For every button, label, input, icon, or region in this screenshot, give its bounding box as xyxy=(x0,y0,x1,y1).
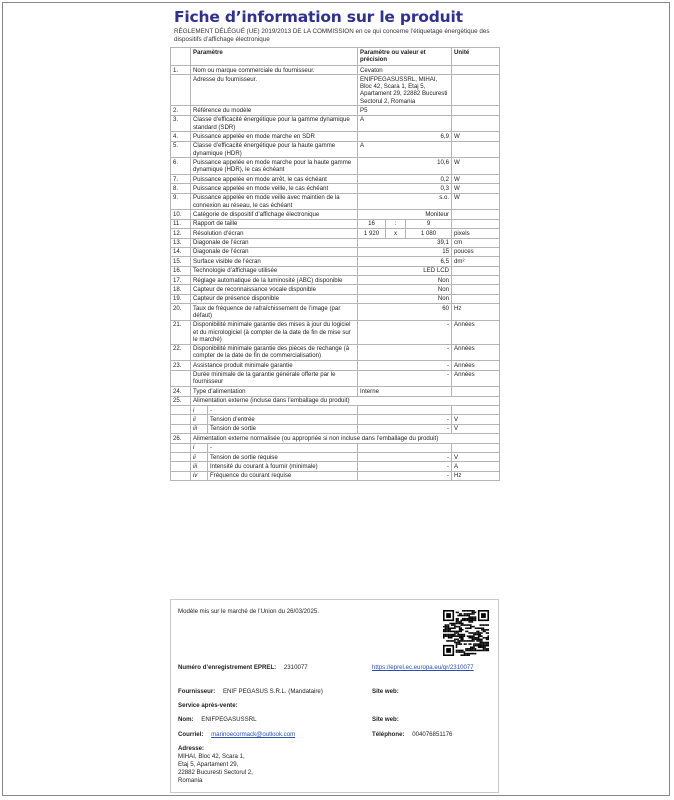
row-parameter: Disponibilité minimale garantie des mises à jour du logiciel et du micrologiciel (à compter de la date de fin de mise sur le marché) xyxy=(191,320,358,344)
sub-row-parameter: Fréquence du courant requise xyxy=(208,471,358,480)
sub-row xyxy=(171,415,500,424)
sub-row-unit xyxy=(452,405,500,414)
row-value: P5 xyxy=(358,106,452,115)
header-number xyxy=(171,48,191,66)
table-row xyxy=(171,174,500,183)
table-row xyxy=(171,344,500,361)
address-line: 22882 Bucuresti Sectorul 2, xyxy=(178,769,253,776)
header-unit: Unité xyxy=(452,48,500,66)
row-unit xyxy=(452,387,500,396)
row-parameter: Référence du modèle xyxy=(191,106,358,115)
table-body xyxy=(171,66,500,481)
table-row xyxy=(171,304,500,321)
row-value: 10,6 xyxy=(358,158,452,175)
table-row xyxy=(171,294,500,303)
sub-row-unit: V xyxy=(452,452,500,461)
row-unit xyxy=(452,66,500,75)
row-number: 14. xyxy=(171,247,191,256)
address-label: Adresse: xyxy=(178,745,205,752)
row-unit: cm xyxy=(452,238,500,247)
name-value: ENIFPEGASUSSRL xyxy=(201,716,257,723)
row-value: - xyxy=(358,320,452,344)
sub-row-parameter: Tension de sortie requise xyxy=(208,452,358,461)
sub-row-value: - xyxy=(358,471,452,480)
supplier-value: ENIF PEGASUS S.R.L. (Mandataire) xyxy=(222,688,323,695)
row-parameter: Puissance appelée en mode marche pour la haute gamme dynamique (HDR), le cas échéant xyxy=(191,158,358,175)
row-parameter: Capteur de reconnaissance vocale disponible xyxy=(191,285,358,294)
address-block xyxy=(178,745,253,785)
row-value: Cevaton xyxy=(358,66,452,75)
row-unit: Années xyxy=(452,320,500,344)
row-parameter: Classe d’efficacité énergétique pour la haute gamme dynamique (HDR) xyxy=(191,141,358,158)
row-unit: Hz xyxy=(452,304,500,321)
phone-label: Téléphone: xyxy=(372,731,405,738)
row-value: Non xyxy=(358,294,452,303)
group-header-row xyxy=(171,396,500,405)
row-unit: W xyxy=(452,132,500,141)
row-number: 8. xyxy=(171,184,191,193)
row-number: 19. xyxy=(171,294,191,303)
sub-row-value: - xyxy=(358,424,452,433)
row-unit xyxy=(452,106,500,115)
sub-row xyxy=(171,452,500,461)
row-parameter: Résolution d’écran xyxy=(191,229,358,238)
row-unit: W xyxy=(452,174,500,183)
row-unit xyxy=(452,285,500,294)
row-unit xyxy=(452,115,500,132)
row-number xyxy=(171,75,191,106)
table-header-row xyxy=(171,48,500,66)
row-number: 2. xyxy=(171,106,191,115)
sub-row-parameter: Tension de sortie xyxy=(208,424,358,433)
table-row xyxy=(171,219,500,228)
table-row xyxy=(171,387,500,396)
market-date-text: Modèle mis sur le marché de l’Union du 26/03/2025. xyxy=(178,608,319,615)
row-unit: W xyxy=(452,193,500,210)
sub-row-spacer xyxy=(171,471,191,480)
row-value: Interne xyxy=(358,387,452,396)
table-row xyxy=(171,115,500,132)
row-number: 11. xyxy=(171,219,191,228)
row-value: - xyxy=(358,361,452,370)
sub-row-spacer xyxy=(171,462,191,471)
table-row xyxy=(171,158,500,175)
row-parameter: Réglage automatique de la luminosité (ABC) disponible xyxy=(191,276,358,285)
address-line: Romania xyxy=(178,777,203,784)
row-parameter: Puissance appelée en mode veille, le cas échéant xyxy=(191,184,358,193)
row-number: 9. xyxy=(171,193,191,210)
row-parameter: Rapport de taille xyxy=(191,219,358,228)
row-parameter: Assistance produit minimale garantie xyxy=(191,361,358,370)
row-unit xyxy=(452,266,500,275)
row-parameter: Taux de fréquence de rafraîchissement de l’image (par défaut) xyxy=(191,304,358,321)
sub-row-parameter: Intensité du courant à fournir (minimale) xyxy=(208,462,358,471)
row-unit: pouces xyxy=(452,247,500,256)
sub-row-value: - xyxy=(358,415,452,424)
website-label: Site web: xyxy=(372,688,399,695)
row-unit xyxy=(452,141,500,158)
row-value: 6,5 xyxy=(358,257,452,266)
sub-row-unit: Hz xyxy=(452,471,500,480)
product-sheet xyxy=(170,5,499,481)
row-value: s.o. xyxy=(358,193,452,210)
row-unit: Années xyxy=(452,370,500,387)
table-row xyxy=(171,238,500,247)
row-parameter: Classe d’efficacité énergétique pour la gamme dynamique standard (SDR) xyxy=(191,115,358,132)
sub-row-index: iii xyxy=(191,462,208,471)
table-row xyxy=(171,210,500,219)
row-number: 20. xyxy=(171,304,191,321)
table-row xyxy=(171,184,500,193)
row-value: Non xyxy=(358,285,452,294)
sub-row-index: iii xyxy=(191,424,208,433)
sub-row-unit: V xyxy=(452,424,500,433)
sub-row-value: - xyxy=(358,452,452,461)
sub-row-value: - xyxy=(358,462,452,471)
table-row xyxy=(171,257,500,266)
row-number: 5. xyxy=(171,141,191,158)
sub-row-index: ii xyxy=(191,452,208,461)
row-unit: Années xyxy=(452,361,500,370)
row-number: 22. xyxy=(171,344,191,361)
row-number xyxy=(171,370,191,387)
table-row xyxy=(171,106,500,115)
sub-row-unit: V xyxy=(452,415,500,424)
table-row xyxy=(171,276,500,285)
table-row xyxy=(171,266,500,275)
row-value: 6,9 xyxy=(358,132,452,141)
row-value: 0,2 xyxy=(358,174,452,183)
header-value: Paramètre ou valeur et précision xyxy=(358,48,452,66)
row-value-b: 9 xyxy=(406,219,452,228)
row-number: 23. xyxy=(171,361,191,370)
sub-row-parameter: - xyxy=(208,443,358,452)
page-title: Fiche d’information sur le produit xyxy=(174,8,463,26)
row-value: 15 xyxy=(358,247,452,256)
sub-row-spacer xyxy=(171,452,191,461)
row-unit xyxy=(452,276,500,285)
email-link[interactable]: marinoecormack@outlook.com xyxy=(211,731,296,738)
sub-row-index: ii xyxy=(191,415,208,424)
row-value: 60 xyxy=(358,304,452,321)
supplier-info-section xyxy=(170,599,499,793)
row-value: A xyxy=(358,115,452,132)
sub-row-index: iv xyxy=(191,471,208,480)
address-line: MIHAI, Bloc 42, Scara 1, xyxy=(178,753,245,760)
website2-label: Site web: xyxy=(372,716,399,723)
table-row xyxy=(171,141,500,158)
parameter-table xyxy=(170,47,500,481)
row-number: 10. xyxy=(171,210,191,219)
row-number: 4. xyxy=(171,132,191,141)
sub-row-index: i xyxy=(191,443,208,452)
row-value: 0,3 xyxy=(358,184,452,193)
row-number: 6. xyxy=(171,158,191,175)
row-value-separator: : xyxy=(386,219,406,228)
table-row xyxy=(171,66,500,75)
sub-row xyxy=(171,471,500,480)
sub-row xyxy=(171,462,500,471)
row-parameter: Adresse du fournisseur. xyxy=(191,75,358,106)
row-number: 25. xyxy=(171,396,191,405)
row-parameter: Disponibilité minimale garantie des pièces de rechange (à compter de la date de fin de commercialisation) xyxy=(191,344,358,361)
row-unit: W xyxy=(452,184,500,193)
row-value-a: 16 xyxy=(358,219,386,228)
row-unit xyxy=(452,210,500,219)
row-unit xyxy=(452,294,500,303)
row-value: 39,1 xyxy=(358,238,452,247)
address-line: Etaj 5, Apartament 29, xyxy=(178,761,239,768)
group-title: Alimentation externe normalisée (ou appropriée si non incluse dans l’emballage du produit) xyxy=(191,434,500,443)
sub-row xyxy=(171,405,500,414)
sub-row-spacer xyxy=(171,405,191,414)
row-number: 24. xyxy=(171,387,191,396)
table-row xyxy=(171,285,500,294)
row-number: 15. xyxy=(171,257,191,266)
row-parameter: Nom ou marque commerciale du fournisseur. xyxy=(191,66,358,75)
qr-code[interactable] xyxy=(443,610,489,656)
row-parameter: Type d’alimentation xyxy=(191,387,358,396)
row-unit: pixels xyxy=(452,229,500,238)
row-number: 21. xyxy=(171,320,191,344)
table-row xyxy=(171,75,500,106)
row-unit: dm² xyxy=(452,257,500,266)
header-parameter: Paramètre xyxy=(191,48,358,66)
row-parameter: Catégorie de dispositif d’affichage électronique xyxy=(191,210,358,219)
row-parameter: Durée minimale de la garantie générale offerte par le fournisseur xyxy=(191,370,358,387)
row-parameter: Technologie d’affichage utilisée xyxy=(191,266,358,275)
row-parameter: Surface visible de l’écran xyxy=(191,257,358,266)
sub-row-parameter: Tension d’entrée xyxy=(208,415,358,424)
row-parameter: Puissance appelée en mode marche en SDR xyxy=(191,132,358,141)
row-number: 26. xyxy=(171,434,191,443)
table-row xyxy=(171,229,500,238)
sub-row-value xyxy=(358,443,452,452)
row-value: Moniteur xyxy=(358,210,452,219)
name-label: Nom: xyxy=(178,716,194,723)
row-value: - xyxy=(358,344,452,361)
row-number: 1. xyxy=(171,66,191,75)
phone-value: 004076851176 xyxy=(412,731,453,738)
email-label: Courriel: xyxy=(178,731,204,738)
sub-row xyxy=(171,443,500,452)
row-parameter: Puissance appelée en mode veille avec maintien de la connexion au réseau, le cas échéant xyxy=(191,193,358,210)
sub-row-value xyxy=(358,405,452,414)
eprel-label: Numéro d’enregistrement EPREL: xyxy=(178,664,277,671)
row-number: 18. xyxy=(171,285,191,294)
row-value-separator: x xyxy=(386,229,406,238)
row-unit: W xyxy=(452,158,500,175)
sub-row-spacer xyxy=(171,443,191,452)
sub-row-parameter: - xyxy=(208,405,358,414)
regulation-text: RÈGLEMENT DÉLÉGUÉ (UE) 2019/2013 DE LA COMMISSION en ce qui concerne l’étiquetage énergétique des dispositifs d’affichage électronique xyxy=(174,28,490,43)
row-parameter: Capteur de présence disponible xyxy=(191,294,358,303)
eprel-link[interactable]: https://eprel.ec.europa.eu/qr/2310077 xyxy=(372,664,474,671)
sub-row-unit xyxy=(452,443,500,452)
row-value-b: 1 080 xyxy=(406,229,452,238)
row-value: Non xyxy=(358,276,452,285)
sub-row-index: i xyxy=(191,405,208,414)
group-header-row xyxy=(171,434,500,443)
row-value: - xyxy=(358,370,452,387)
eprel-number: 2310077 xyxy=(283,664,308,671)
service-label: Service après-vente: xyxy=(178,702,238,709)
table-row xyxy=(171,247,500,256)
sub-row-spacer xyxy=(171,424,191,433)
row-unit xyxy=(452,219,500,228)
row-value: ENIFPEGASUSSRL, MIHAI, Bloc 42, Scara 1, Etaj 5, Apartament 29, 22882 Bucuresti Sectorul 2, Romania xyxy=(358,75,452,106)
sub-row-unit: A xyxy=(452,462,500,471)
row-value: A xyxy=(358,141,452,158)
supplier-label: Fournisseur: xyxy=(178,688,216,695)
row-number: 3. xyxy=(171,115,191,132)
table-row xyxy=(171,370,500,387)
row-parameter: Diagonale de l’écran xyxy=(191,238,358,247)
row-parameter: Puissance appelée en mode arrêt, le cas échéant xyxy=(191,174,358,183)
row-unit: Années xyxy=(452,344,500,361)
row-parameter: Diagonale de l’écran xyxy=(191,247,358,256)
table-row xyxy=(171,132,500,141)
row-value: LED LCD xyxy=(358,266,452,275)
row-number: 12. xyxy=(171,229,191,238)
sub-row-spacer xyxy=(171,415,191,424)
group-title: Alimentation externe (incluse dans l’emballage du produit) xyxy=(191,396,500,405)
row-value-a: 1 920 xyxy=(358,229,386,238)
row-number: 17. xyxy=(171,276,191,285)
row-unit xyxy=(452,75,500,106)
row-number: 16. xyxy=(171,266,191,275)
row-number: 13. xyxy=(171,238,191,247)
table-row xyxy=(171,361,500,370)
table-row xyxy=(171,193,500,210)
row-number: 7. xyxy=(171,174,191,183)
sub-row xyxy=(171,424,500,433)
table-row xyxy=(171,320,500,344)
